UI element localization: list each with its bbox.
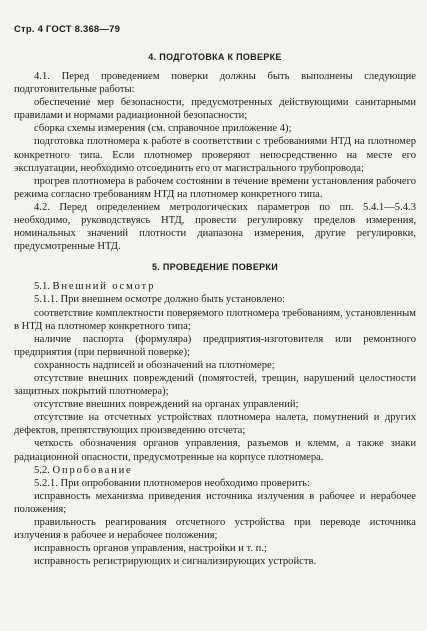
subsection-title: Внешний осмотр xyxy=(52,281,156,293)
paragraph: 4.1. Перед проведением поверки должны быть выполнены следующие подготовительные работы: xyxy=(14,71,416,96)
subsection-number: 5.1. xyxy=(34,281,53,293)
paragraph: отсутствие на отсчетных устройствах плотномера налета, помутнений и других дефектов, препятствующих произведению отсчета; xyxy=(14,412,416,437)
subsection-number: 5.2. xyxy=(34,464,53,476)
subsection-title: Опробование xyxy=(52,464,133,476)
paragraph: четкость обозначения органов управления, разъемов и клемм, а также знаки радиационной опасности, предусмотренные на корпусе плотномера. xyxy=(14,438,416,463)
paragraph: отсутствие внешних повреждений на органах управлений; xyxy=(34,399,299,411)
section-gap xyxy=(14,253,416,262)
paragraph: исправность регистрирующих и сигнализирующих устройств. xyxy=(34,556,317,568)
paragraph: отсутствие внешних повреждений (помятостей, трещин, нарушений целостности защитных покрытий плотномера); xyxy=(14,372,416,398)
section-4-title: 4. ПОДГОТОВКА К ПОВЕРКЕ xyxy=(148,52,282,62)
paragraph: исправность механизма приведения источника излучения в рабочее и нерабочее положения; xyxy=(14,490,416,515)
subsection-heading xyxy=(14,280,416,293)
paragraph: сборка схемы измерения (см. справочное приложение 4); xyxy=(34,123,292,135)
subsection-heading xyxy=(14,464,416,477)
page-content xyxy=(14,52,416,568)
paragraph: прогрев плотномера в рабочем состоянии в течение времени установления рабочего режима согласно требованиям НТД на плотномер конкретного типа. xyxy=(14,175,416,200)
paragraph: сохранность надписей и обозначений на плотномере; xyxy=(34,359,275,371)
paragraph: наличие паспорта (формуляра) предприятия-изготовителя или ремонтного предприятия (при первичной поверке); xyxy=(14,333,416,358)
paragraph: подготовка плотномера к работе в соответствии с требованиями НТД на плотномер конкретного типа. Если плотномер проверяют непосредственно на месте его эксплуатации, необходимо отсоединить его от магистрального трубопровода; xyxy=(14,136,416,174)
paragraph: исправность органов управления, настройки и т. п.; xyxy=(34,543,267,555)
page-header: Стр. 4 ГОСТ 8.368—79 xyxy=(14,24,121,35)
paragraph: обеспечение мер безопасности, предусмотренных действующими санитарными правилами и нормами радиационной безопасности; xyxy=(14,97,416,122)
paragraph: соответствие комплектности поверяемого плотномера требованиям, установленным в НТД на плотномер конкретного типа; xyxy=(14,307,416,332)
section-5-title: 5. ПРОВЕДЕНИЕ ПОВЕРКИ xyxy=(152,262,278,273)
paragraph: 5.2.1. При опробовании плотномеров необходимо проверить: xyxy=(34,477,310,489)
paragraph: правильность реагирования отсчетного устройства при переводе источника излучения в рабочее и нерабочее положения; xyxy=(14,517,416,542)
paragraph: 5.1.1. При внешнем осмотре должно быть установлено: xyxy=(34,294,286,306)
paragraph: 4.2. Перед определением метрологических параметров по пп. 5.4.1—5.4.3 необходимо, руководствуясь НТД, провести регулировку пределов измерения, номинальных значений плотности диапазона измерения, другие регулировки, предусмотренные НТД. xyxy=(14,201,416,253)
